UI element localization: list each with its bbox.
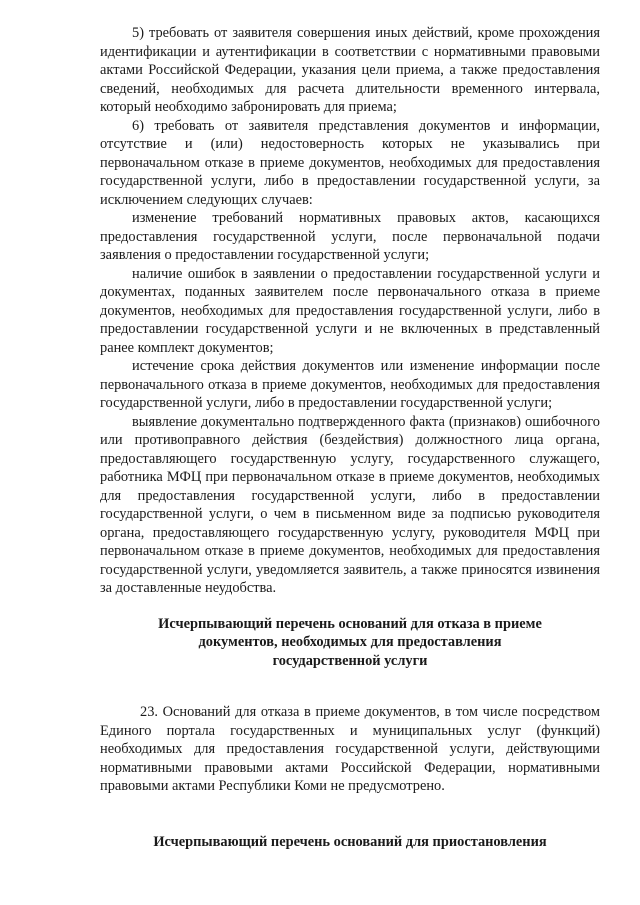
paragraph-item-6: 6) требовать от заявителя представления документов и информации, отсутствие и (или) недостоверность которых не указывались при первоначальном отказе в приеме документов, необходимых для предоставления государственной услуги, либо в предоставлении государственной услуги, за исключением следующих случаев: — [100, 117, 600, 208]
section-heading-refusal — [100, 615, 600, 671]
section-heading-refusal-line-3: государственной услуги — [272, 652, 428, 669]
section-heading-suspension-line-1: Исчерпывающий перечень оснований для приостановления — [153, 833, 547, 850]
paragraph-23: 23. Оснований для отказа в приеме документов, в том числе посредством Единого портала государственных и муниципальных услуг (функций) необходимых для предоставления государственной услуги, действующими нормативными правовыми актами Российской Федерации, нормативными правовыми актами Республики Коми не предусмотрено. — [100, 704, 600, 794]
paragraph-case-expiry: истечение срока действия документов или изменение информации после первоначального отказа в приеме документов, необходимых для предоставления государственной услуги, либо в предоставлении государственной услуги; — [100, 358, 600, 411]
section-heading-suspension — [100, 833, 600, 852]
document-body — [100, 24, 600, 851]
paragraph-case-misconduct: выявление документально подтвержденного факта (признаков) ошибочного или противоправного действия (бездействия) должностного лица органа, предоставляющего государственную услугу, государственного служащего, работника МФЦ при первоначальном отказе в приеме документов, необходимых для предоставления государственной услуги, либо в предоставлении государственной услуги, о чем в письменном виде за подписью руководителя органа, предоставляющего государственную услугу, руководителя МФЦ при первоначальном отказе в приеме документов, необходимых для предоставления государственной услуги, уведомляется заявитель, а также приносятся извинения за доставленные неудобства. — [100, 413, 600, 596]
section-heading-refusal-line-2: документов, необходимых для предоставления — [198, 634, 502, 650]
paragraph-case-requirements-change: изменение требований нормативных правовых актов, касающихся предоставления государственной услуги, после первоначальной подачи заявления о предоставлении государственной услуги; — [100, 210, 600, 263]
section-heading-refusal-line-1: Исчерпывающий перечень оснований для отказа в приеме — [158, 615, 542, 632]
paragraph-item-5: 5) требовать от заявителя совершения иных действий, кроме прохождения идентификации и аутентификации в соответствии с нормативными правовыми актами Российской Федерации, указания цели приема, а также предоставления сведений, необходимых для расчета длительности временного интервала, который необходимо забронировать для приема; — [100, 25, 600, 115]
paragraph-case-errors: наличие ошибок в заявлении о предоставлении государственной услуги и документах, поданных заявителем после первоначального отказа в приеме документов, необходимых для предоставления государственной услуги, либо в предоставлении государственной услуги и не включенных в представленный ранее комплект документов; — [100, 265, 600, 356]
